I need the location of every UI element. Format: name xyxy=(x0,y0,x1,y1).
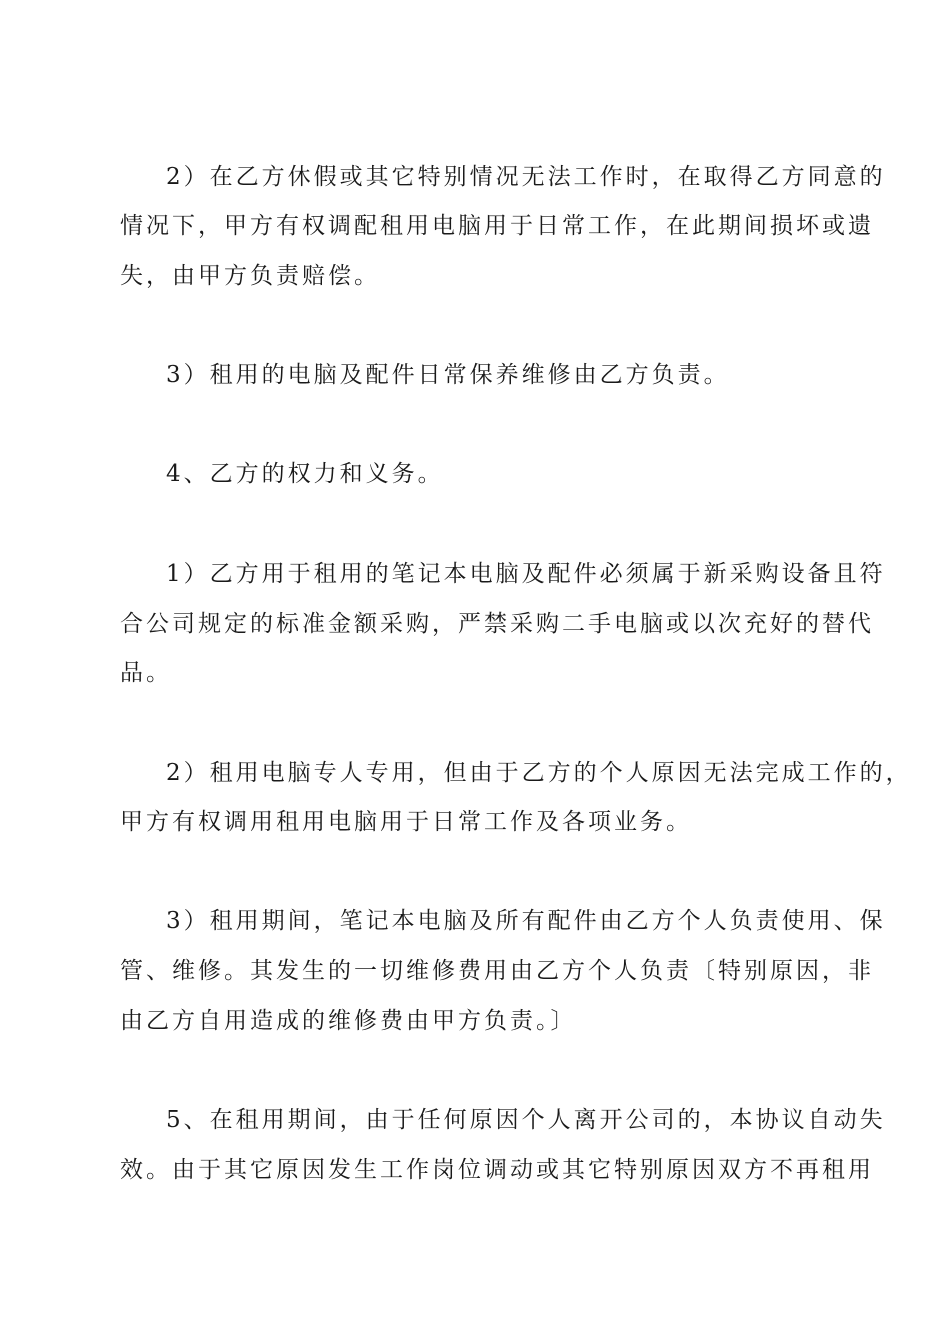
text-line: 失，由甲方负责赔偿。 xyxy=(120,263,380,289)
text-line: 1）乙方用于租用的笔记本电脑及配件必须属于新采购设备且符 xyxy=(166,561,886,587)
text-line: 3）租用的电脑及配件日常保养维修由乙方负责。 xyxy=(166,362,730,388)
text-line: 甲方有权调用租用电脑用于日常工作及各项业务。 xyxy=(120,809,692,835)
text-line: 合公司规定的标准金额采购，严禁采购二手电脑或以次充好的替代 xyxy=(120,611,874,637)
text-line: 2）在乙方休假或其它特别情况无法工作时，在取得乙方同意的 xyxy=(166,164,886,190)
text-line: 情况下，甲方有权调配租用电脑用于日常工作，在此期间损坏或遗 xyxy=(120,213,874,239)
text-line: 管、维修。其发生的一切维修费用由乙方个人负责〔特别原因，非 xyxy=(120,958,874,984)
text-line: 品。 xyxy=(120,660,172,686)
text-line: 5、在租用期间，由于任何原因个人离开公司的，本协议自动失 xyxy=(166,1107,886,1133)
text-line: 2）租用电脑专人专用，但由于乙方的个人原因无法完成工作的， xyxy=(166,760,912,786)
text-line: 4、乙方的权力和义务。 xyxy=(166,461,444,487)
text-line: 效。由于其它原因发生工作岗位调动或其它特别原因双方不再租用 xyxy=(120,1157,874,1183)
text-line: 由乙方自用造成的维修费由甲方负责。〕 xyxy=(120,1008,577,1034)
text-line: 3）租用期间，笔记本电脑及所有配件由乙方个人负责使用、保 xyxy=(166,908,886,934)
